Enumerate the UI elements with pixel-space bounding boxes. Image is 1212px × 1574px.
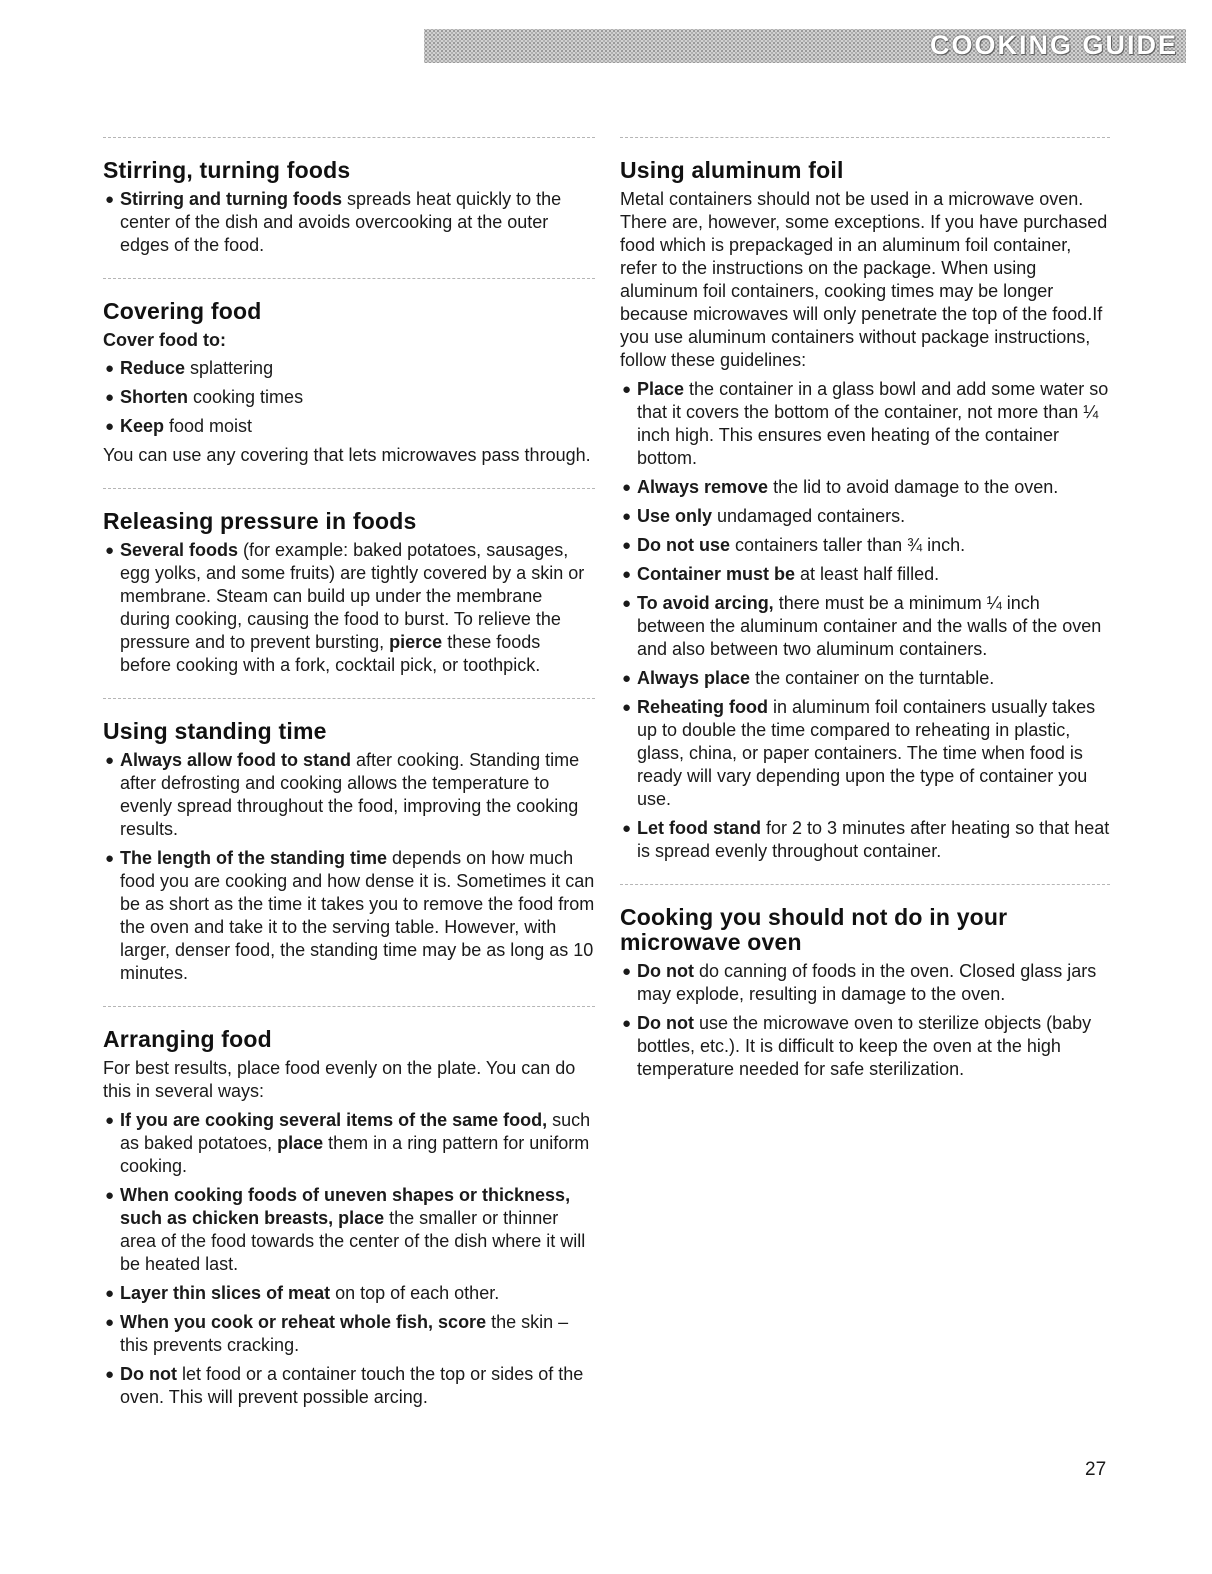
section-title: Using standing time	[103, 718, 327, 744]
section-subtitle: Cover food to:	[103, 330, 226, 350]
bullet-list	[103, 188, 595, 257]
bullet-icon: ●	[105, 418, 115, 435]
section-title: Stirring, turning foods	[103, 157, 351, 183]
list-item: ● Always place the container on the turntable.	[622, 668, 995, 688]
list-item: ● Always allow food to stand after cooking. Standing time after defrosting and cooking allows the temperature to evenly spread throughout the food, improving the cooking results.	[105, 750, 580, 839]
bullet-icon: ●	[622, 963, 632, 980]
section-title: Cooking you should not do in your microwave oven	[620, 904, 1008, 955]
bullet-list	[620, 960, 1110, 1081]
section-covering	[103, 279, 595, 488]
list-item: ● Do not do canning of foods in the oven. Closed glass jars may explode, resulting in damage to the oven.	[622, 961, 1097, 1004]
left-column	[103, 137, 595, 1430]
list-item: ● Reheating food in aluminum foil containers usually takes up to double the time compared to reheating in plastic, glass, china, or paper containers. The time when food is ready will vary depending upon the type of container you use.	[622, 697, 1096, 809]
list-item: ● To avoid arcing, there must be a minimum ¼ inch between the aluminum container and the walls of the oven and also between two aluminum containers.	[622, 593, 1102, 659]
bullet-icon: ●	[622, 595, 632, 612]
list-item: ● When cooking foods of uneven shapes or thickness, such as chicken breasts, place the smaller or thinner area of the food towards the center of the dish where it will be heated last.	[105, 1185, 586, 1274]
bullet-icon: ●	[105, 542, 115, 559]
section-stirring	[103, 138, 595, 278]
bullet-icon: ●	[622, 381, 632, 398]
bullet-icon: ●	[622, 566, 632, 583]
section-intro: For best results, place food evenly on the plate. You can do this in several ways:	[103, 1058, 576, 1101]
bullet-icon: ●	[622, 479, 632, 496]
list-item: ● Container must be at least half filled.	[622, 564, 940, 584]
list-item: ● The length of the standing time depends on how much food you are cooking and how dense it is. Sometimes it can be as short as the time it takes you to remove the food from the oven and take it to the serving table. However, with larger, denser food, the standing time may be as long as 10 minutes.	[105, 848, 595, 983]
bullet-list	[103, 539, 595, 677]
list-item: ● Shorten cooking times	[105, 387, 304, 407]
section-title: Using aluminum foil	[620, 157, 844, 183]
list-item: ● If you are cooking several items of the same food, such as baked potatoes, place them in a ring pattern for uniform cooking.	[105, 1110, 591, 1176]
bullet-icon: ●	[105, 389, 115, 406]
bullet-icon: ●	[105, 850, 115, 867]
section-canning	[620, 885, 1110, 1102]
bullet-icon: ●	[622, 537, 632, 554]
bullet-icon: ●	[105, 1187, 115, 1204]
bullet-list	[103, 749, 595, 985]
list-item: ● Do not use containers taller than ¾ inch.	[622, 535, 966, 555]
bullet-icon: ●	[622, 1015, 632, 1032]
list-item: ● Do not let food or a container touch the top or sides of the oven. This will prevent possible arcing.	[105, 1364, 584, 1407]
list-item: ● Use only undamaged containers.	[622, 506, 906, 526]
bullet-icon: ●	[105, 1285, 115, 1302]
section-standing	[103, 699, 595, 1006]
bullet-icon: ●	[105, 360, 115, 377]
list-item: ● Several foods (for example: baked potatoes, sausages, egg yolks, and some fruits) are tightly covered by a skin or membrane. Steam can build up under the membrane during cooking, causing the food to burst. To relieve the pressure and to prevent bursting, pierce these foods before cooking with a fork, cocktail pick, or toothpick.	[105, 540, 585, 675]
section-intro: Metal containers should not be used in a microwave oven. There are, however, some exceptions. If you have purchased food which is prepackaged in an aluminum foil container, refer to the instructions on the package. When using aluminum foil containers, cooking times may be longer because microwaves will only penetrate the top of the food.If you use aluminum containers without package instructions, follow these guidelines:	[620, 189, 1108, 370]
list-item: ● When you cook or reheat whole fish, score the skin – this prevents cracking.	[105, 1312, 569, 1355]
bullet-icon: ●	[622, 820, 632, 837]
bullet-icon: ●	[622, 670, 632, 687]
section-aluminum	[620, 138, 1110, 884]
bullet-list	[620, 378, 1110, 863]
bullet-icon: ●	[105, 752, 115, 769]
bullet-icon: ●	[622, 699, 632, 716]
bullet-icon: ●	[105, 1366, 115, 1383]
page-number: 27	[1085, 1459, 1107, 1480]
bullet-icon: ●	[105, 191, 115, 208]
section-title: Arranging food	[103, 1026, 272, 1052]
section-title: Covering food	[103, 298, 262, 324]
list-item: ● Place the container in a glass bowl and add some water so that it covers the bottom of the container, not more than ¼ inch high. This ensures even heating of the container bottom.	[622, 379, 1109, 468]
list-item: ● Layer thin slices of meat on top of each other.	[105, 1283, 500, 1303]
bullet-icon: ●	[622, 508, 632, 525]
bullet-list	[103, 357, 595, 438]
list-item: ● Let food stand for 2 to 3 minutes after heating so that heat is spread evenly throughout container.	[622, 818, 1110, 861]
section-title: Releasing pressure in foods	[103, 508, 417, 534]
section-note: You can use any covering that lets microwaves pass through.	[103, 445, 591, 465]
bullet-icon: ●	[105, 1112, 115, 1129]
header-banner	[424, 29, 1186, 63]
list-item: ● Do not use the microwave oven to sterilize objects (baby bottles, etc.). It is difficult to keep the oven at the high temperature needed for safe sterilization.	[622, 1013, 1092, 1079]
section-releasing	[103, 489, 595, 698]
banner-title: COOKING GUIDE	[929, 30, 1178, 60]
section-arranging	[103, 1007, 595, 1430]
list-item: ● Keep food moist	[105, 416, 253, 436]
list-item: ● Always remove the lid to avoid damage to the oven.	[622, 477, 1059, 497]
bullet-icon: ●	[105, 1314, 115, 1331]
list-item: ● Stirring and turning foods spreads heat quickly to the center of the dish and avoids overcooking at the outer edges of the food.	[105, 189, 562, 255]
bullet-list	[103, 1109, 595, 1409]
right-column	[620, 137, 1110, 1102]
list-item: ● Reduce splattering	[105, 358, 274, 378]
